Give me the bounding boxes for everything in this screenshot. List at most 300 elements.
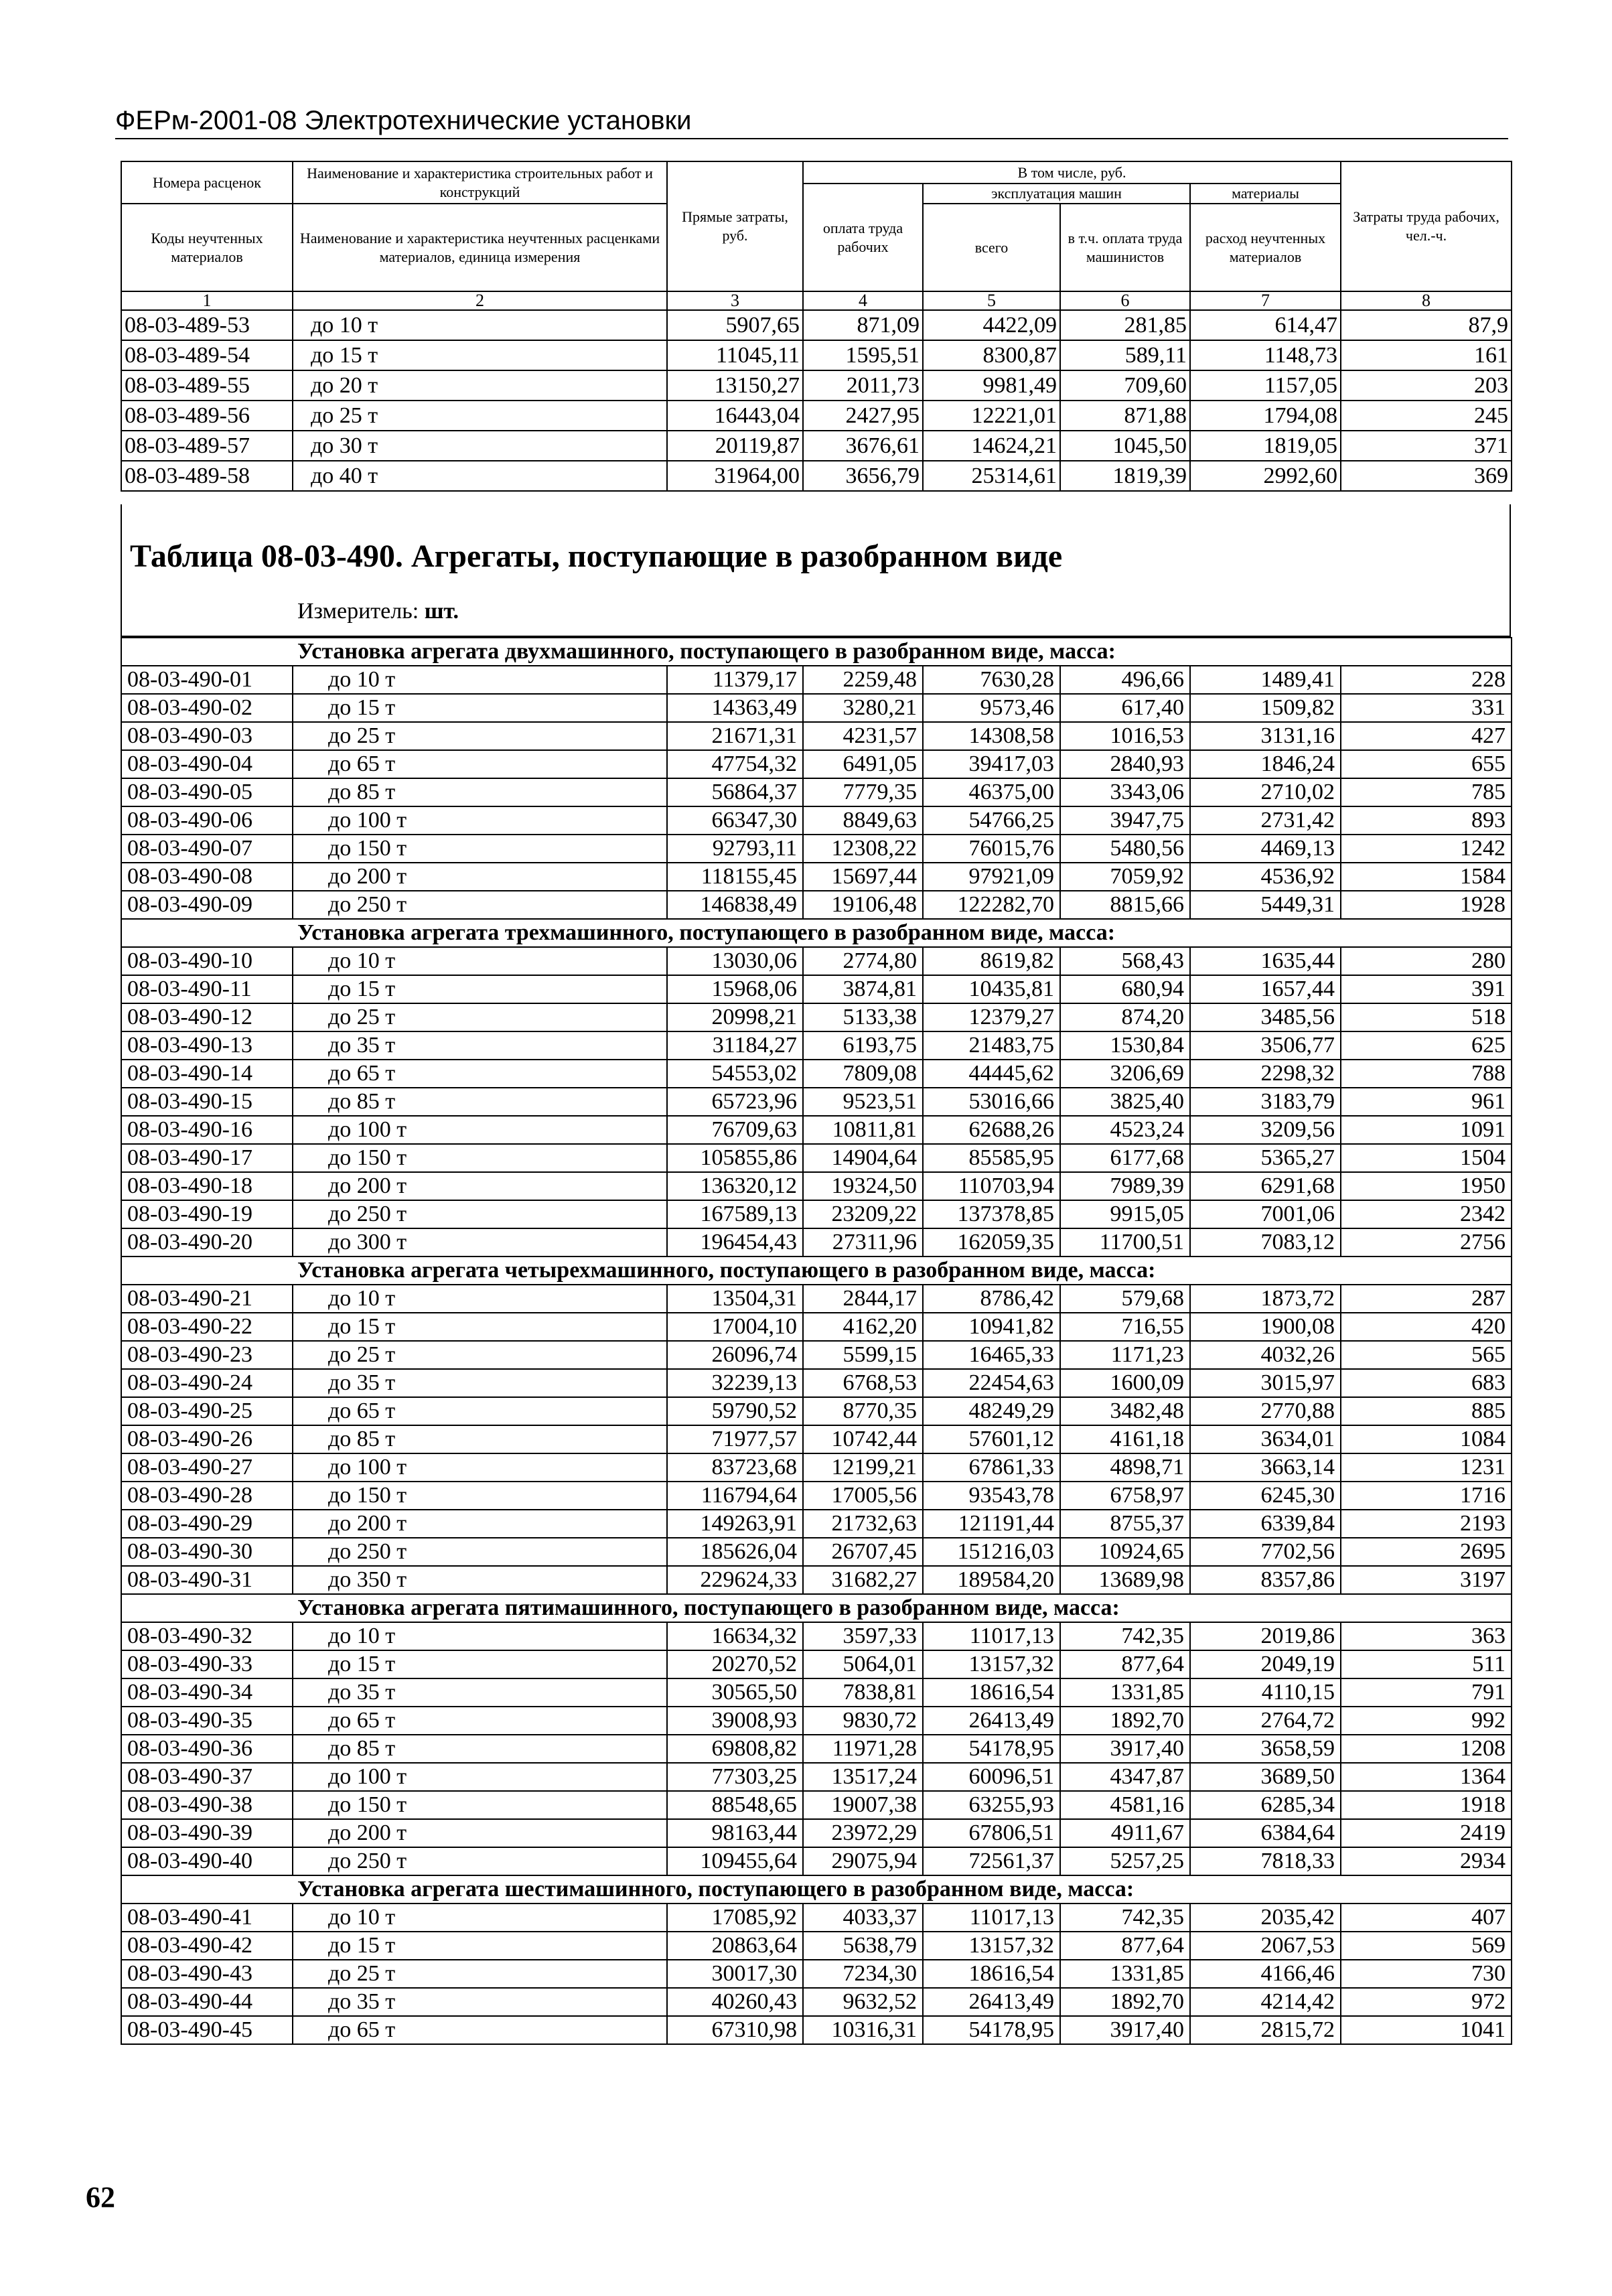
- value-cell: 26707,45: [803, 1538, 923, 1566]
- name-cell: до 10 т: [293, 310, 667, 340]
- section-block: [121, 504, 1511, 637]
- value-cell: 32239,13: [667, 1369, 803, 1397]
- value-cell: 4911,67: [1060, 1819, 1190, 1847]
- group-title: Установка агрегата четырехмашинного, поступающего в разобранном виде, масса:: [121, 1257, 1512, 1285]
- value-cell: 162059,35: [923, 1228, 1060, 1257]
- col-number: 8: [1341, 291, 1512, 310]
- value-cell: 788: [1341, 1060, 1512, 1088]
- value-cell: 1509,82: [1190, 694, 1341, 722]
- value-cell: 13504,31: [667, 1285, 803, 1313]
- rate-code-cell: 08-03-490-42: [121, 1932, 293, 1960]
- value-cell: 407: [1341, 1904, 1512, 1932]
- value-cell: 4347,87: [1060, 1763, 1190, 1791]
- value-cell: 3280,21: [803, 694, 923, 722]
- table-row: [121, 370, 1512, 401]
- value-cell: 13030,06: [667, 947, 803, 975]
- value-cell: 15968,06: [667, 975, 803, 1003]
- value-cell: 569: [1341, 1932, 1512, 1960]
- value-cell: 3917,40: [1060, 1735, 1190, 1763]
- value-cell: 874,20: [1060, 1003, 1190, 1031]
- value-cell: 655: [1341, 750, 1512, 778]
- unit-value: шт.: [424, 599, 459, 624]
- rate-code-cell: 08-03-490-26: [121, 1425, 293, 1453]
- value-cell: 2342: [1341, 1200, 1512, 1228]
- col-header-oplata: оплата труда рабочих: [803, 184, 923, 291]
- value-cell: 683: [1341, 1369, 1512, 1397]
- value-cell: 31964,00: [667, 461, 803, 491]
- value-cell: 427: [1341, 722, 1512, 750]
- rate-code-cell: 08-03-490-27: [121, 1453, 293, 1482]
- col-header-rashod: расход неучтенных материалов: [1190, 204, 1341, 291]
- name-cell: до 200 т: [293, 1172, 667, 1200]
- value-cell: 3663,14: [1190, 1453, 1341, 1482]
- header-rule: [115, 138, 1508, 139]
- table-row: [121, 1566, 1512, 1594]
- value-cell: 1873,72: [1190, 1285, 1341, 1313]
- value-cell: 26413,49: [923, 1988, 1060, 2016]
- table-row: [121, 1482, 1512, 1510]
- value-cell: 369: [1341, 461, 1512, 491]
- col-header-zatraty: Затраты труда рабочих, чел.-ч.: [1341, 161, 1512, 291]
- rate-code-cell: 08-03-490-11: [121, 975, 293, 1003]
- value-cell: 568,43: [1060, 947, 1190, 975]
- value-cell: 9830,72: [803, 1707, 923, 1735]
- rate-code-cell: 08-03-490-22: [121, 1313, 293, 1341]
- table-row: [121, 975, 1512, 1003]
- name-cell: до 200 т: [293, 1819, 667, 1847]
- name-cell: до 65 т: [293, 1707, 667, 1735]
- value-cell: 363: [1341, 1622, 1512, 1650]
- col-header-materialy: материалы: [1190, 184, 1341, 204]
- value-cell: 30565,50: [667, 1678, 803, 1707]
- value-cell: 518: [1341, 1003, 1512, 1031]
- value-cell: 3183,79: [1190, 1088, 1341, 1116]
- value-cell: 331: [1341, 694, 1512, 722]
- value-cell: 589,11: [1060, 340, 1190, 370]
- value-cell: 4166,46: [1190, 1960, 1341, 1988]
- value-cell: 1819,39: [1060, 461, 1190, 491]
- section-title: Таблица 08-03-490. Агрегаты, поступающие в разобранном виде: [130, 539, 1063, 574]
- table-row: [121, 1847, 1512, 1875]
- value-cell: 30017,30: [667, 1960, 803, 1988]
- table-row: [121, 1791, 1512, 1819]
- table-row: [121, 1988, 1512, 2016]
- value-cell: 2840,93: [1060, 750, 1190, 778]
- rate-code-cell: 08-03-490-33: [121, 1650, 293, 1678]
- table-row: [121, 722, 1512, 750]
- name-cell: до 200 т: [293, 863, 667, 891]
- value-cell: 17004,10: [667, 1313, 803, 1341]
- value-cell: 1489,41: [1190, 666, 1341, 694]
- col-number: 7: [1190, 291, 1341, 310]
- value-cell: 31682,27: [803, 1566, 923, 1594]
- value-cell: 20119,87: [667, 431, 803, 461]
- rate-code-cell: 08-03-489-53: [121, 310, 293, 340]
- value-cell: 71977,57: [667, 1425, 803, 1453]
- value-cell: 2815,72: [1190, 2016, 1341, 2044]
- table-row: [121, 401, 1512, 431]
- rate-code-cell: 08-03-490-31: [121, 1566, 293, 1594]
- value-cell: 6758,97: [1060, 1482, 1190, 1510]
- value-cell: 46375,00: [923, 778, 1060, 806]
- value-cell: 25314,61: [923, 461, 1060, 491]
- name-cell: до 25 т: [293, 401, 667, 431]
- col-header-v-tom-chisle: В том числе, руб.: [803, 161, 1341, 184]
- col-number: 2: [293, 291, 667, 310]
- unit-line: [297, 598, 459, 625]
- table-row: [121, 1819, 1512, 1847]
- name-cell: до 100 т: [293, 1763, 667, 1791]
- value-cell: 29075,94: [803, 1847, 923, 1875]
- name-cell: до 250 т: [293, 1538, 667, 1566]
- value-cell: 27311,96: [803, 1228, 923, 1257]
- value-cell: 791: [1341, 1678, 1512, 1707]
- value-cell: 62688,26: [923, 1116, 1060, 1144]
- table-row: [121, 1060, 1512, 1088]
- value-cell: 2049,19: [1190, 1650, 1341, 1678]
- value-cell: 137378,85: [923, 1200, 1060, 1228]
- value-cell: 885: [1341, 1397, 1512, 1425]
- value-cell: 17085,92: [667, 1904, 803, 1932]
- table-row: [121, 1228, 1512, 1257]
- value-cell: 59790,52: [667, 1397, 803, 1425]
- name-cell: до 25 т: [293, 1003, 667, 1031]
- value-cell: 7779,35: [803, 778, 923, 806]
- table-row: [121, 461, 1512, 491]
- group-header-row: [121, 1594, 1512, 1622]
- col-number: 3: [667, 291, 803, 310]
- value-cell: 6339,84: [1190, 1510, 1341, 1538]
- table-row: [121, 1285, 1512, 1313]
- value-cell: 8755,37: [1060, 1510, 1190, 1538]
- name-cell: до 35 т: [293, 1988, 667, 2016]
- rate-code-cell: 08-03-490-04: [121, 750, 293, 778]
- value-cell: 614,47: [1190, 310, 1341, 340]
- value-cell: 3658,59: [1190, 1735, 1341, 1763]
- rate-code-cell: 08-03-490-06: [121, 806, 293, 835]
- unit-label: Измеритель:: [297, 599, 419, 624]
- group-header-row: [121, 919, 1512, 947]
- rows-490: [121, 638, 1512, 2044]
- value-cell: 1584: [1341, 863, 1512, 891]
- value-cell: 992: [1341, 1707, 1512, 1735]
- name-cell: до 35 т: [293, 1678, 667, 1707]
- value-cell: 53016,66: [923, 1088, 1060, 1116]
- table-row: [121, 947, 1512, 975]
- name-cell: до 65 т: [293, 750, 667, 778]
- rate-code-cell: 08-03-490-29: [121, 1510, 293, 1538]
- value-cell: 121191,44: [923, 1510, 1060, 1538]
- rate-code-cell: 08-03-490-13: [121, 1031, 293, 1060]
- value-cell: 16465,33: [923, 1341, 1060, 1369]
- value-cell: 1045,50: [1060, 431, 1190, 461]
- name-cell: до 25 т: [293, 1341, 667, 1369]
- column-number-row: [121, 291, 1512, 310]
- value-cell: 4110,15: [1190, 1678, 1341, 1707]
- table-row: [121, 1088, 1512, 1116]
- value-cell: 12308,22: [803, 835, 923, 863]
- value-cell: 2756: [1341, 1228, 1512, 1257]
- name-cell: до 85 т: [293, 1088, 667, 1116]
- name-cell: до 65 т: [293, 1397, 667, 1425]
- value-cell: 83723,68: [667, 1453, 803, 1482]
- value-cell: 77303,25: [667, 1763, 803, 1791]
- value-cell: 9523,51: [803, 1088, 923, 1116]
- name-cell: до 10 т: [293, 1622, 667, 1650]
- value-cell: 2259,48: [803, 666, 923, 694]
- value-cell: 4469,13: [1190, 835, 1341, 863]
- value-cell: 961: [1341, 1088, 1512, 1116]
- rate-code-cell: 08-03-489-55: [121, 370, 293, 401]
- value-cell: 391: [1341, 975, 1512, 1003]
- name-cell: до 20 т: [293, 370, 667, 401]
- value-cell: 66347,30: [667, 806, 803, 835]
- value-cell: 3689,50: [1190, 1763, 1341, 1791]
- name-cell: до 85 т: [293, 1735, 667, 1763]
- value-cell: 1635,44: [1190, 947, 1341, 975]
- value-cell: 4032,26: [1190, 1341, 1341, 1369]
- value-cell: 6768,53: [803, 1369, 923, 1397]
- name-cell: до 65 т: [293, 2016, 667, 2044]
- value-cell: 189584,20: [923, 1566, 1060, 1594]
- table-row: [121, 1144, 1512, 1172]
- value-cell: 48249,29: [923, 1397, 1060, 1425]
- value-cell: 5133,38: [803, 1003, 923, 1031]
- value-cell: 4422,09: [923, 310, 1060, 340]
- value-cell: 3131,16: [1190, 722, 1341, 750]
- table-row: [121, 340, 1512, 370]
- table-row: [121, 806, 1512, 835]
- table-row: [121, 1031, 1512, 1060]
- rate-code-cell: 08-03-489-57: [121, 431, 293, 461]
- table-row: [121, 694, 1512, 722]
- value-cell: 9632,52: [803, 1988, 923, 2016]
- table-row: [121, 1763, 1512, 1791]
- value-cell: 92793,11: [667, 835, 803, 863]
- page-header-title: ФЕРм-2001-08 Электротехнические установки: [115, 106, 692, 135]
- col-header-nomera: Номера расценок: [121, 161, 293, 204]
- value-cell: 76709,63: [667, 1116, 803, 1144]
- value-cell: 5638,79: [803, 1932, 923, 1960]
- table-row: [121, 1538, 1512, 1566]
- value-cell: 1950: [1341, 1172, 1512, 1200]
- value-cell: 228: [1341, 666, 1512, 694]
- value-cell: 2067,53: [1190, 1932, 1341, 1960]
- table-row: [121, 1510, 1512, 1538]
- table-row: [121, 1678, 1512, 1707]
- value-cell: 15697,44: [803, 863, 923, 891]
- value-cell: 203: [1341, 370, 1512, 401]
- table-row: [121, 1200, 1512, 1228]
- col-number: 6: [1060, 291, 1190, 310]
- name-cell: до 15 т: [293, 1932, 667, 1960]
- value-cell: 2934: [1341, 1847, 1512, 1875]
- value-cell: 196454,43: [667, 1228, 803, 1257]
- header-block: [121, 161, 1512, 310]
- rate-code-cell: 08-03-490-38: [121, 1791, 293, 1819]
- value-cell: 14904,64: [803, 1144, 923, 1172]
- table-row: [121, 750, 1512, 778]
- name-cell: до 10 т: [293, 947, 667, 975]
- table-row: [121, 1313, 1512, 1341]
- name-cell: до 30 т: [293, 431, 667, 461]
- rate-code-cell: 08-03-490-32: [121, 1622, 293, 1650]
- group-title: Установка агрегата трехмашинного, поступающего в разобранном виде, масса:: [121, 919, 1512, 947]
- value-cell: 8770,35: [803, 1397, 923, 1425]
- col-header-naim2: Наименование и характеристика неучтенных расценками материалов, единица измерения: [293, 204, 667, 291]
- value-cell: 1530,84: [1060, 1031, 1190, 1060]
- value-cell: 730: [1341, 1960, 1512, 1988]
- table-row: [121, 1341, 1512, 1369]
- value-cell: 2019,86: [1190, 1622, 1341, 1650]
- value-cell: 17005,56: [803, 1482, 923, 1510]
- value-cell: 2419: [1341, 1819, 1512, 1847]
- value-cell: 118155,45: [667, 863, 803, 891]
- table-row: [121, 1116, 1512, 1144]
- value-cell: 6291,68: [1190, 1172, 1341, 1200]
- value-cell: 4536,92: [1190, 863, 1341, 891]
- value-cell: 23209,22: [803, 1200, 923, 1228]
- value-cell: 287: [1341, 1285, 1512, 1313]
- value-cell: 11017,13: [923, 1904, 1060, 1932]
- value-cell: 3634,01: [1190, 1425, 1341, 1453]
- value-cell: 8786,42: [923, 1285, 1060, 1313]
- value-cell: 105855,86: [667, 1144, 803, 1172]
- rate-code-cell: 08-03-490-41: [121, 1904, 293, 1932]
- table-row: [121, 863, 1512, 891]
- value-cell: 76015,76: [923, 835, 1060, 863]
- value-cell: 16443,04: [667, 401, 803, 431]
- rate-code-cell: 08-03-490-14: [121, 1060, 293, 1088]
- value-cell: 151216,03: [923, 1538, 1060, 1566]
- rate-code-cell: 08-03-490-08: [121, 863, 293, 891]
- col-header-naim1: Наименование и характеристика строительных работ и конструкций: [293, 161, 667, 204]
- value-cell: 12379,27: [923, 1003, 1060, 1031]
- value-cell: 10316,31: [803, 2016, 923, 2044]
- value-cell: 1242: [1341, 835, 1512, 863]
- col-number: 4: [803, 291, 923, 310]
- rate-code-cell: 08-03-490-02: [121, 694, 293, 722]
- table-row: [121, 2016, 1512, 2044]
- value-cell: 21732,63: [803, 1510, 923, 1538]
- name-cell: до 350 т: [293, 1566, 667, 1594]
- value-cell: 167589,13: [667, 1200, 803, 1228]
- name-cell: до 35 т: [293, 1369, 667, 1397]
- value-cell: 281,85: [1060, 310, 1190, 340]
- value-cell: 3206,69: [1060, 1060, 1190, 1088]
- value-cell: 229624,33: [667, 1566, 803, 1594]
- value-cell: 110703,94: [923, 1172, 1060, 1200]
- table-row: [121, 1453, 1512, 1482]
- value-cell: 2774,80: [803, 947, 923, 975]
- table-row: [121, 666, 1512, 694]
- value-cell: 2011,73: [803, 370, 923, 401]
- value-cell: 8815,66: [1060, 891, 1190, 919]
- name-cell: до 15 т: [293, 975, 667, 1003]
- value-cell: 56864,37: [667, 778, 803, 806]
- table-row: [121, 1650, 1512, 1678]
- name-cell: до 85 т: [293, 1425, 667, 1453]
- value-cell: 871,88: [1060, 401, 1190, 431]
- table-490: [121, 637, 1512, 2045]
- name-cell: до 40 т: [293, 461, 667, 491]
- name-cell: до 150 т: [293, 1144, 667, 1172]
- name-cell: до 15 т: [293, 340, 667, 370]
- value-cell: 6491,05: [803, 750, 923, 778]
- rate-code-cell: 08-03-490-20: [121, 1228, 293, 1257]
- rate-code-cell: 08-03-490-39: [121, 1819, 293, 1847]
- value-cell: 18616,54: [923, 1678, 1060, 1707]
- rate-code-cell: 08-03-490-09: [121, 891, 293, 919]
- table-row: [121, 1397, 1512, 1425]
- table-row: [121, 1904, 1512, 1932]
- value-cell: 57601,12: [923, 1425, 1060, 1453]
- name-cell: до 15 т: [293, 694, 667, 722]
- value-cell: 109455,64: [667, 1847, 803, 1875]
- value-cell: 877,64: [1060, 1650, 1190, 1678]
- rate-code-cell: 08-03-490-30: [121, 1538, 293, 1566]
- value-cell: 565: [1341, 1341, 1512, 1369]
- name-cell: до 150 т: [293, 1791, 667, 1819]
- value-cell: 4523,24: [1060, 1116, 1190, 1144]
- value-cell: 7234,30: [803, 1960, 923, 1988]
- page-number: 62: [86, 2181, 115, 2214]
- table-row: [121, 1369, 1512, 1397]
- name-cell: до 250 т: [293, 891, 667, 919]
- value-cell: 1819,05: [1190, 431, 1341, 461]
- rate-code-cell: 08-03-490-15: [121, 1088, 293, 1116]
- value-cell: 680,94: [1060, 975, 1190, 1003]
- name-cell: до 10 т: [293, 1904, 667, 1932]
- value-cell: 2427,95: [803, 401, 923, 431]
- value-cell: 1148,73: [1190, 340, 1341, 370]
- value-cell: 93543,78: [923, 1482, 1060, 1510]
- rate-code-cell: 08-03-490-21: [121, 1285, 293, 1313]
- value-cell: 8300,87: [923, 340, 1060, 370]
- value-cell: 9981,49: [923, 370, 1060, 401]
- value-cell: 11379,17: [667, 666, 803, 694]
- value-cell: 3482,48: [1060, 1397, 1190, 1425]
- table-row: [121, 1172, 1512, 1200]
- group-title: Установка агрегата пятимашинного, поступающего в разобранном виде, масса:: [121, 1594, 1512, 1622]
- name-cell: до 10 т: [293, 1285, 667, 1313]
- value-cell: 716,55: [1060, 1313, 1190, 1341]
- value-cell: 47754,32: [667, 750, 803, 778]
- name-cell: до 15 т: [293, 1313, 667, 1341]
- value-cell: 11971,28: [803, 1735, 923, 1763]
- table-489: [121, 161, 1512, 492]
- value-cell: 185626,04: [667, 1538, 803, 1566]
- value-cell: 625: [1341, 1031, 1512, 1060]
- value-cell: 2035,42: [1190, 1904, 1341, 1932]
- rate-code-cell: 08-03-490-01: [121, 666, 293, 694]
- value-cell: 1231: [1341, 1453, 1512, 1482]
- value-cell: 19106,48: [803, 891, 923, 919]
- value-cell: 7702,56: [1190, 1538, 1341, 1566]
- value-cell: 10924,65: [1060, 1538, 1190, 1566]
- name-cell: до 150 т: [293, 835, 667, 863]
- value-cell: 2992,60: [1190, 461, 1341, 491]
- value-cell: 245: [1341, 401, 1512, 431]
- table-row: [121, 1932, 1512, 1960]
- table-row: [121, 835, 1512, 863]
- value-cell: 11700,51: [1060, 1228, 1190, 1257]
- name-cell: до 200 т: [293, 1510, 667, 1538]
- value-cell: 785: [1341, 778, 1512, 806]
- name-cell: до 100 т: [293, 806, 667, 835]
- value-cell: 1331,85: [1060, 1678, 1190, 1707]
- value-cell: 19324,50: [803, 1172, 923, 1200]
